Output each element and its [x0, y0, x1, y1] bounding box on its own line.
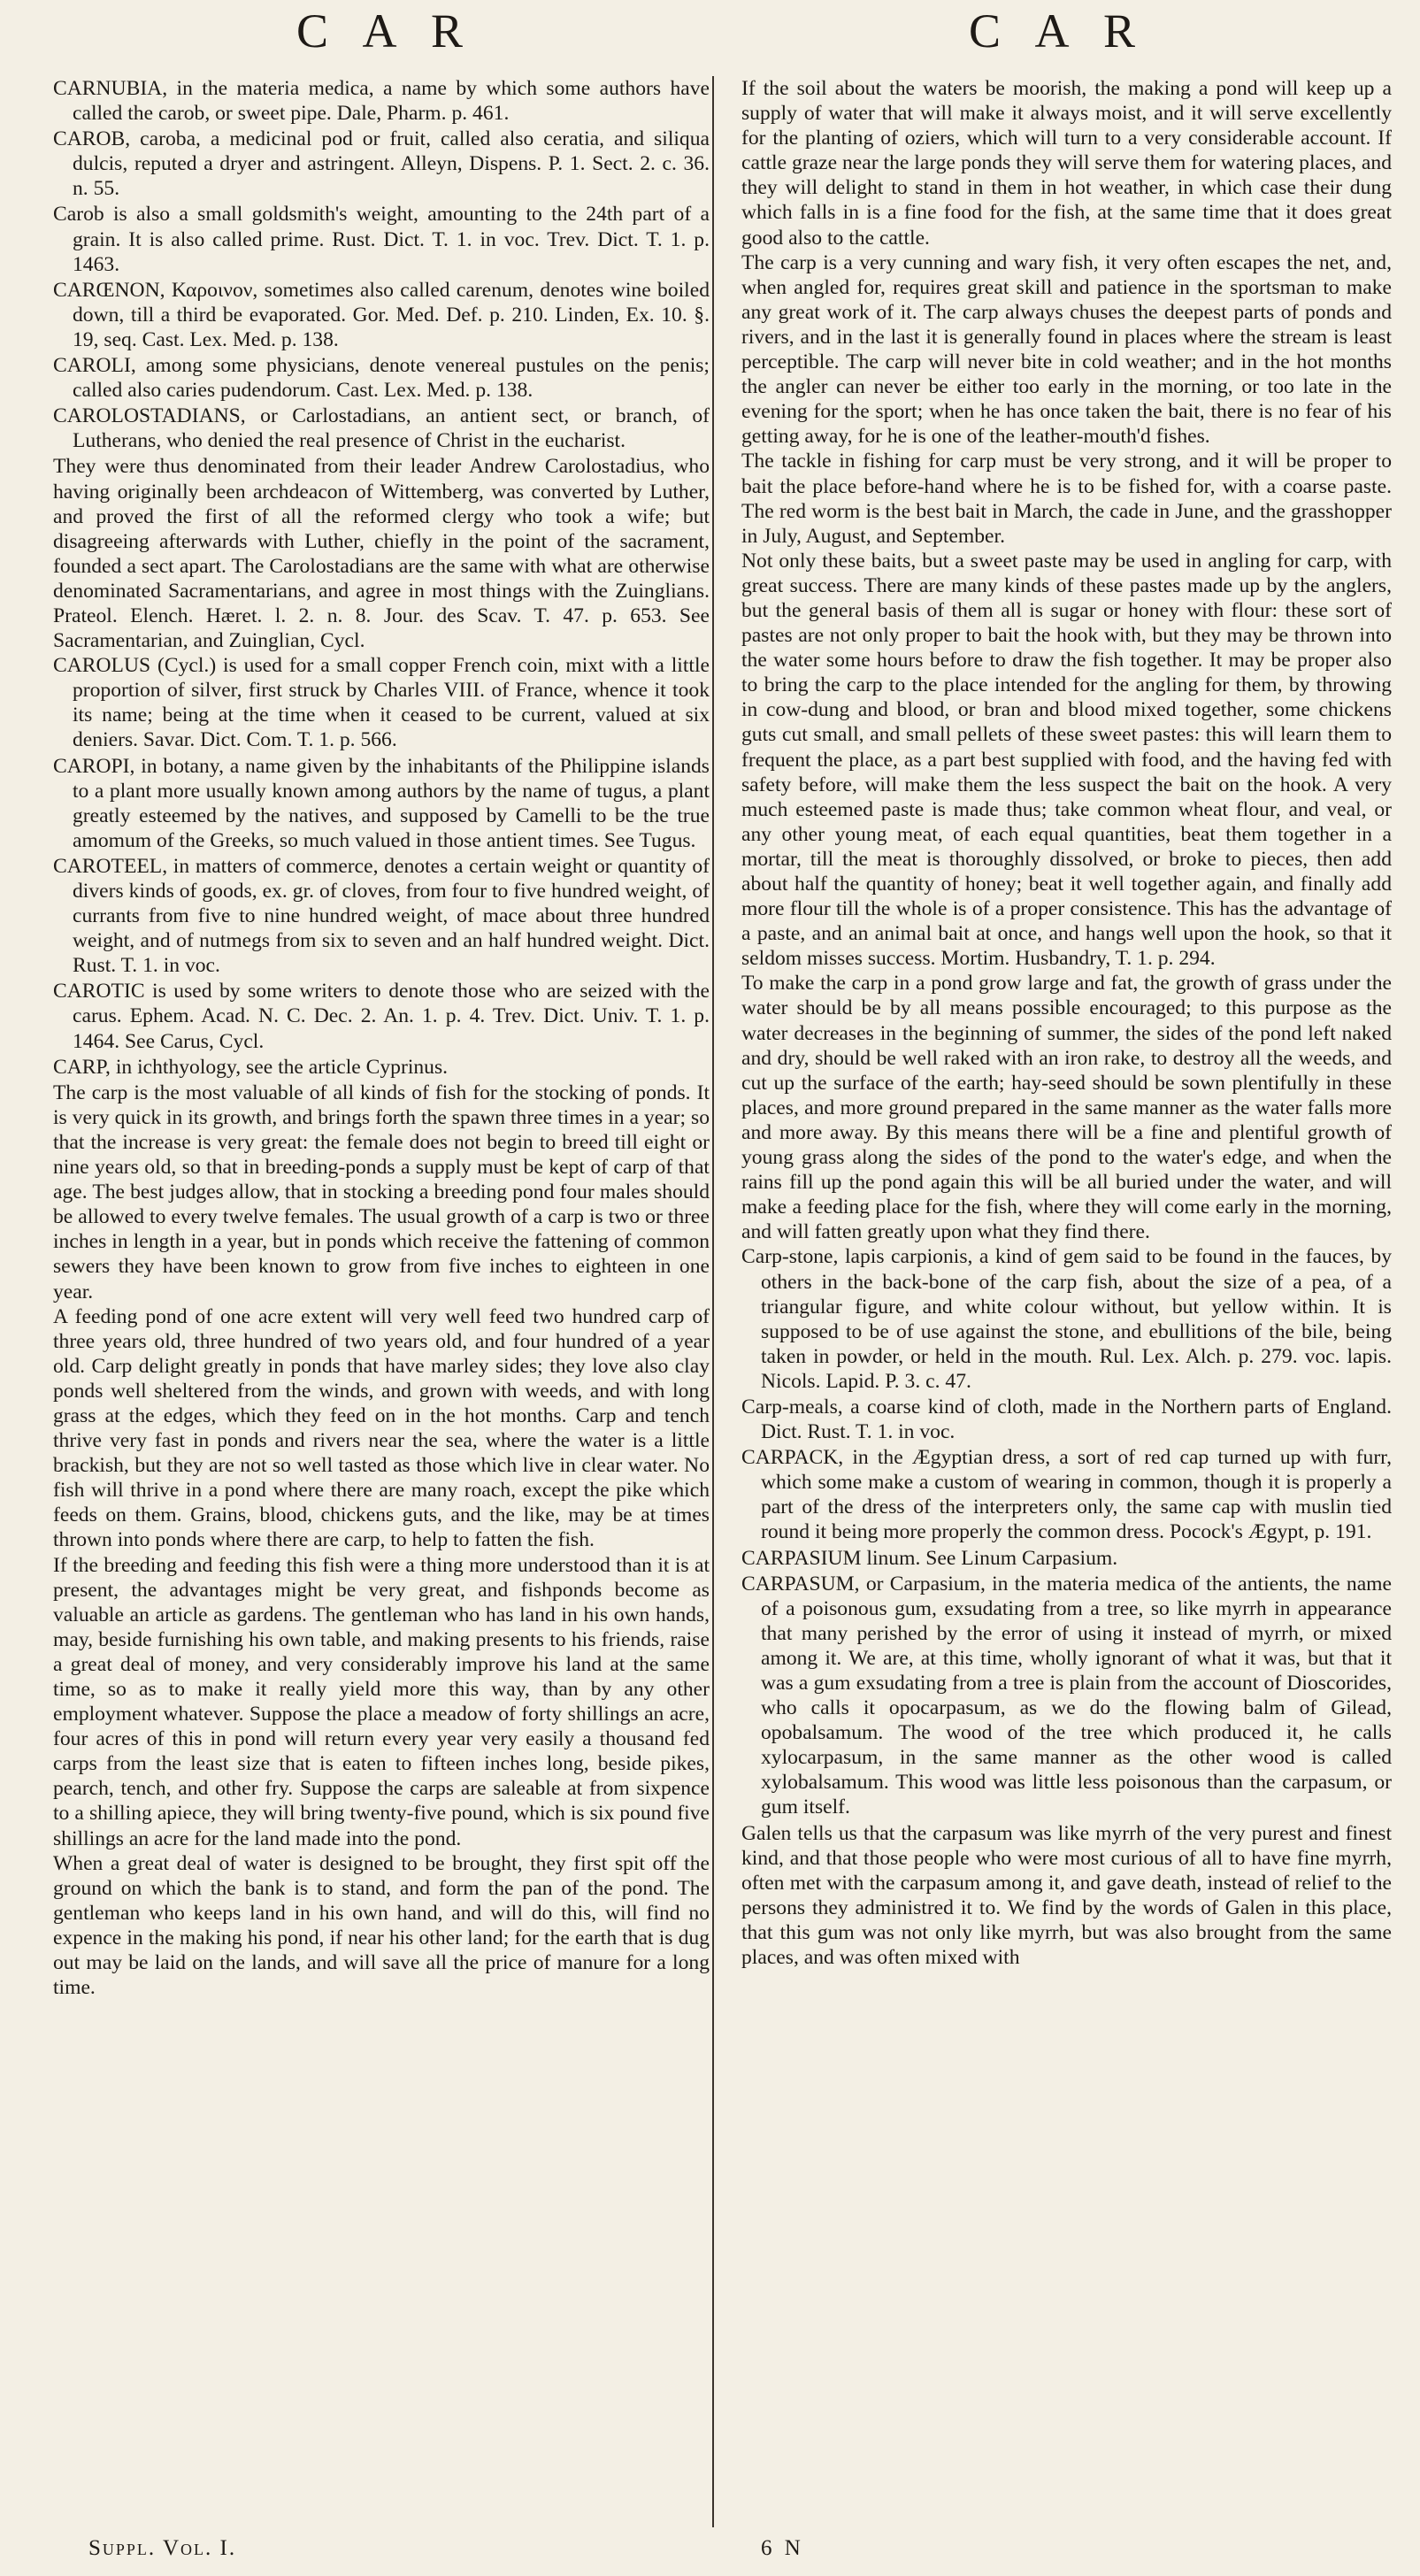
entry-carpasum: CARPASUM, or Carpasium, in the materia medica of the antients, the name of a poisonous gum, exsudating from a tree, so like myrrh in appearance that many perished by the error of using it instead of myrrh, or mixed among it. We are, at this time, wholly ignorant of what it was, but that it was a gum exsudating from a tree is plain from the account of Dioscorides, who calls it opocarpasum, as we do the flowing balm of Gilead, opobalsamum. The wood of the tree which produced it, he calls xylocarpasum, in the same manner as the other wood is called xylobalsamum. This wood was little less poisonous than the carpasum, or gum itself.	[741, 1572, 1392, 1819]
left-column	[53, 76, 710, 2527]
entry-caropi: CAROPI, in botany, a name given by the inhabitants of the Philippine islands to a plant more usually known among authors by the name of tugus, a plant greatly esteemed by the natives, and supposed by Camelli to be the true amomum of the Greeks, so much valued in those antient times. See Tugus.	[53, 754, 710, 852]
paragraph-carp-breeding: If the breeding and feeding this fish were a thing more understood than it is at present, the advantages might be very great, and fishponds become as valuable an article as gardens. The gentleman who has land in his own hands, may, beside furnishing his own table, and making presents to his friends, raise a great deal of money, and very considerably improve his land at the same time, so as to make it really yield more this way, than by any other employment whatever. Suppose the place a meadow of forty shillings an acre, four acres of this in pond will return every year very easily a thousand fed carps from the least size that is eaten to fifteen inches long, beside pikes, pearch, tench, and other fry. Suppose the carps are saleable at from sixpence to a shilling apiece, they will bring twenty-five pound, which is six pound five shillings an acre for the land made into the pond.	[53, 1553, 710, 1850]
entry-carp-meals: Carp-meals, a coarse kind of cloth, made in the Northern parts of England. Dict. Rust. T. 1. in voc.	[741, 1395, 1392, 1444]
entry-carnubia: CARNUBIA, in the materia medica, a name by which some authors have called the carob, or sweet pipe. Dale, Pharm. p. 461.	[53, 77, 710, 126]
right-column	[741, 76, 1392, 2527]
signature-volume: Suppl. Vol. I.	[88, 2536, 237, 2560]
signature-mark: 6 N	[761, 2536, 804, 2560]
running-head-right: C A R	[969, 4, 1148, 58]
entry-carolus: CAROLUS (Cycl.) is used for a small copper French coin, mixt with a little proportion of silver, first struck by Charles VIII. of France, whence it took its name; being at the time when it ceased to be current, valued at six deniers. Savar. Dict. Com. T. 1. p. 566.	[53, 654, 710, 752]
entry-carp-stone: Carp-stone, lapis carpionis, a kind of gem said to be found in the fauces, by others in the back-bone of the carp fish, about the size of a pea, of a triangular figure, and white colour without, but yellow within. It is supposed to be of use against the stone, and ebullitions of the bile, being taken in powder, or held in the mouth. Rul. Lex. Alch. p. 279. voc. lapis. Nicols. Lapid. P. 3. c. 47.	[741, 1245, 1392, 1393]
paragraph-moorish-soil: If the soil about the waters be moorish, the making a pond will keep up a supply of water that will make it always moist, and it will serve excellently for the planting of oziers, which will turn to a very considerable account. If cattle graze near the large ponds they will serve them for watering places, and they will delight to stand in them in hot weather, in which case their dung which falls in is a fine food for the fish, at the same time that it does great good also to the cattle.	[741, 77, 1392, 250]
entry-carpack: CARPACK, in the Ægyptian dress, a sort of red cap turned up with furr, which some make a custom of wearing in common, though it is properly a part of the dress of the interpreters only, the same cap with muslin tied round it being more properly the common dress. Pocock's Ægypt, p. 191.	[741, 1446, 1392, 1544]
entry-carob: CAROB, caroba, a medicinal pod or fruit, called also ceratia, and siliqua dulcis, reputed a dryer and astringent. Alleyn, Dispens. P. 1. Sect. 2. c. 36. n. 55.	[53, 127, 710, 201]
entry-carotic: CAROTIC is used by some writers to denote those who are seized with the carus. Ephem. Acad. N. C. Dec. 2. An. 1. p. 4. Trev. Dict. Univ. T. 1. p. 1464. See Carus, Cycl.	[53, 980, 710, 1053]
paragraph-galen: Galen tells us that the carpasum was like myrrh of the very purest and finest kind, and that those people who were most curious of all to have fine myrrh, often met with the carpasum among it, and gave death, instead of relief to the persons they administred it to. We find by the words of Galen in this place, that this gum was not only like myrrh, but was also brought from the same places, and was often mixed with	[741, 1821, 1392, 1970]
column-rule	[712, 76, 714, 2527]
entry-carpasium: CARPASIUM linum. See Linum Carpasium.	[741, 1546, 1118, 1570]
paragraph-carp-stocking: The carp is the most valuable of all kinds of fish for the stocking of ponds. It is very quick in its growth, and brings forth the spawn three times in a year; so that the increase is very great: the female does not begin to breed till eight or nine years old, so that in breeding-ponds a supply must be kept of carp of that age. The best judges allow, that in stocking a breeding pond four males should be allowed to every twelve females. The usual growth of a carp is two or three inches in length in a year, but in ponds which receive the fattening of common sewers they have been known to grow from five inches to eighteen in one year.	[53, 1080, 710, 1303]
entry-caroteel: CAROTEEL, in matters of commerce, denotes a certain weight or quantity of divers kinds of goods, ex. gr. of cloves, from four to five hundred weight, of currants from five to nine hundred weight, of mace about three hundred weight, and of nutmegs from six to seven and an half hundred weight. Dict. Rust. T. 1. in voc.	[53, 854, 710, 978]
paragraph-carp-grow-large: To make the carp in a pond grow large and fat, the growth of grass under the water should be by all means possible encouraged; to this purpose as the water decreases in the beginning of summer, the sides of the pond left naked and dry, should be well raked with an iron rake, to destroy all the weeds, and cut up the surface of the earth; hay-seed should be sown plentifully in these places, and more ground prepared in the same manner as the water falls more and more away. By this means there will be a fine and plentiful growth of young grass along the sides of the pond to the water's edge, and when the rains fill up the pond again this will be all buried under the water, and will make a feeding place for the fish, where they will come early in the morning, and will fatten greatly upon what they find there.	[741, 972, 1392, 1244]
paragraph-carp-cunning: The carp is a very cunning and wary fish, it very often escapes the net, and, when angled for, requires great skill and patience in the sportsman to make any great work of it. The carp always chuses the deepest parts of ponds and rivers, and in the last it is generally found in places where the stream is least perceptible. The carp will never bite in cold weather; and in the hot months the angler can never be either too early in the morning, or too late in the evening for the sport; when he has once taken the bait, there is no fear of his getting away, for he is one of the leather-mouth'd fishes.	[741, 250, 1392, 449]
paragraph-carp-water: When a great deal of water is designed to be brought, they first spit off the ground on which the bank is to stand, and form the pan of the pond. The gentleman who keeps land in his own hand, and will do this, will find no expence in the making his pond, if near his other land; for the earth that is dug out may be laid on the lands, and will save all the price of manure for a long time.	[53, 1851, 710, 2000]
running-head-left: C A R	[296, 4, 476, 58]
entry-carp: CARP, in ichthyology, see the article Cyprinus.	[53, 1055, 449, 1079]
entry-carolostadians: CAROLOSTADIANS, or Carlostadians, an antient sect, or branch, of Lutherans, who denied the real presence of Christ in the eucharist.	[53, 404, 710, 453]
paragraph-carp-tackle: The tackle in fishing for carp must be very strong, and it will be proper to bait the place before-hand where he is to be fished for, with a coarse paste. The red worm is the best bait in March, the cade in June, and the grasshopper in July, August, and September.	[741, 450, 1392, 548]
paragraph-carolostadians-detail: They were thus denominated from their leader Andrew Carolostadius, who having originally been archdeacon of Wittemberg, was converted by Luther, and proved the first of all the reformed clergy who took a wife; but disagreeing afterwards with Luther, chiefly in the point of the sacrament, founded a sect apart. The Carolostadians are the same with what are otherwise denominated Sacramentarians, and agree in most things with the Zuinglians. Prateol. Elench. Hæret. l. 2. n. 8. Jour. des Scav. T. 47. p. 653. See Sacramentarian, and Zuinglian, Cycl.	[53, 455, 710, 653]
paragraph-carp-pastes: Not only these baits, but a sweet paste may be used in angling for carp, with great success. There are many kinds of these pastes made up by the anglers, but the general basis of them all is sugar or honey with flour: these sort of pastes are not only proper to bait the hook with, but they may be thrown into the water some hours before to draw the fish together. It may be proper also to bring the carp to the place intended for the angling for them, by throwing in cow-dung and blood, or bran and blood mixed together, some chickens guts cut small, and small pellets of these sweet pastes: this will learn them to frequent the place, as a part best supplied with food, and the having fed with safety before, will make them the less suspect the bait on the hook. A very much esteemed paste is made thus; take common wheat flour, and veal, or any other young meat, of each equal quantities, beat them together in a mortar, till the meat is thoroughly dissolved, or broke to pieces, then add about half the quantity of honey; beat it well together again, and finally add more flour till the whole is of a proper consistence. This has the advantage of a paste, and an animal bait at once, and hangs well upon the hook, so that it seldom misses success. Mortim. Husbandry, T. 1. p. 294.	[741, 549, 1392, 971]
entry-caroenon: CARŒNON, Καροινον, sometimes also called carenum, denotes wine boiled down, till a third be evaporated. Gor. Med. Def. p. 210. Linden, Ex. 10. §. 19, seq. Cast. Lex. Med. p. 138.	[53, 278, 710, 351]
entry-carob-weight: Carob is also a small goldsmith's weight, amounting to the 24th part of a grain. It is also called prime. Rust. Dict. T. 1. in voc. Trev. Dict. T. 1. p. 1463.	[53, 203, 710, 276]
entry-caroli: CAROLI, among some physicians, denote venereal pustules on the penis; called also caries pudendorum. Cast. Lex. Med. p. 138.	[53, 354, 710, 403]
paragraph-carp-feeding-pond: A feeding pond of one acre extent will very well feed two hundred carp of three years old, three hundred of two years old, and four hundred of a year old. Carp delight greatly in ponds that have marley sides; they love also clay ponds well sheltered from the winds, and grown with weeds, and with long grass at the edges, which they feed on in the hot months. Carp and tench thrive very fast in ponds and rivers near the sea, where the water is a little brackish, but they are not so well tasted as those which live in clear water. No fish will thrive in a pond where there are many roach, except the pike which feeds on them. Grains, blood, chickens guts, and the like, may be at times thrown into ponds where there are carp, to help to fatten the fish.	[53, 1304, 710, 1552]
